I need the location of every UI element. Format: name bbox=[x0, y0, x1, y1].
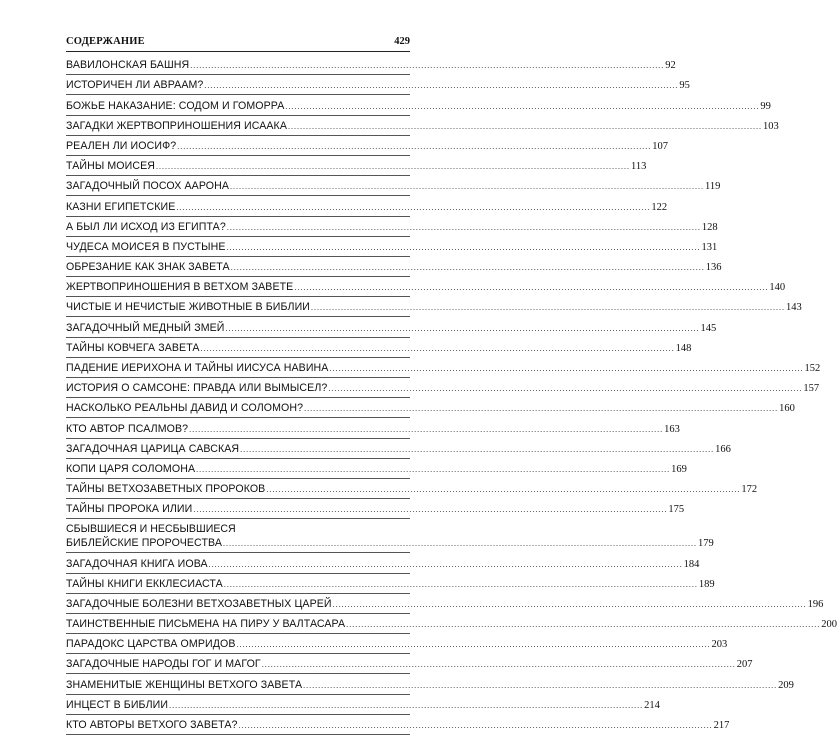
toc-entry-line bbox=[66, 658, 753, 671]
toc-entry-title: БОЖЬЕ НАКАЗАНИЕ: СОДОМ И ГОМОРРА bbox=[66, 99, 285, 112]
toc-entry-title: А БЫЛ ЛИ ИСХОД ИЗ ЕГИПТА? bbox=[66, 220, 226, 233]
toc-entry-page: 107 bbox=[652, 140, 668, 152]
toc-entry-line bbox=[66, 180, 721, 193]
running-header-title: СОДЕРЖАНИЕ bbox=[66, 36, 145, 47]
toc-leader-dots: .............................................................................................................................................................. bbox=[196, 464, 671, 474]
toc-entry-page: 148 bbox=[675, 342, 692, 354]
toc-entry bbox=[66, 553, 700, 573]
toc-leader-dots: .............................................................................................................................................................. bbox=[294, 283, 769, 293]
toc-entry-line bbox=[66, 422, 680, 436]
toc-entry-line bbox=[66, 220, 718, 234]
toc-entry-line bbox=[66, 99, 771, 113]
toc-leader-dots: .............................................................................................................................................................. bbox=[329, 364, 804, 373]
toc-entry-line bbox=[66, 638, 728, 651]
toc-entry-line bbox=[66, 321, 717, 335]
toc-entry-page: 145 bbox=[700, 322, 717, 334]
toc-leader-dots: .............................................................................................................................................................. bbox=[346, 620, 821, 630]
toc-leader-dots: .............................................................................................................................................................. bbox=[223, 579, 698, 589]
toc-entry-line bbox=[66, 442, 731, 456]
toc-entry-line bbox=[66, 59, 676, 72]
toc-entry-title: БИБЛЕЙСКИЕ ПРОРОЧЕСТВА bbox=[66, 537, 222, 550]
toc-entry bbox=[66, 574, 715, 594]
toc-entry-page: 179 bbox=[698, 538, 714, 550]
toc-entry-page: 157 bbox=[803, 383, 820, 395]
toc-entry-line bbox=[66, 301, 802, 314]
toc-entry bbox=[66, 358, 821, 378]
toc-entry-page: 207 bbox=[736, 659, 753, 671]
toc-entry bbox=[66, 176, 721, 196]
toc-entry-line bbox=[66, 503, 685, 516]
toc-entry-page: 217 bbox=[713, 720, 730, 731]
toc-leader-dots: .............................................................................................................................................................. bbox=[238, 721, 713, 730]
toc-entry-page: 203 bbox=[711, 639, 728, 651]
running-header-page-number: 429 bbox=[394, 36, 410, 47]
toc-entry bbox=[66, 439, 731, 459]
toc-entry-title: ЗАГАДОЧНАЯ КНИГА ИОВА bbox=[66, 557, 208, 570]
toc-leader-dots: .............................................................................................................................................................. bbox=[226, 222, 701, 232]
toc-entry-page: 184 bbox=[683, 558, 700, 570]
toc-entry-page: 209 bbox=[778, 679, 794, 691]
toc-leader-dots: .............................................................................................................................................................. bbox=[230, 182, 705, 192]
toc-entry-line bbox=[66, 483, 758, 496]
toc-entry bbox=[66, 317, 717, 337]
toc-entry bbox=[66, 75, 690, 95]
toc-entry bbox=[66, 338, 692, 358]
toc-entry-line bbox=[66, 200, 668, 214]
toc-entry-line bbox=[66, 362, 821, 375]
toc-entry-title: ВАВИЛОНСКАЯ БАШНЯ bbox=[66, 59, 190, 72]
toc-leader-dots: .............................................................................................................................................................. bbox=[200, 343, 675, 353]
toc-entry-title: ТАЙНЫ МОИСЕЯ bbox=[66, 160, 156, 173]
toc-entry-line bbox=[66, 382, 820, 395]
toc-entry bbox=[66, 95, 771, 115]
toc-leader-dots: .............................................................................................................................................................. bbox=[266, 485, 741, 495]
toc-entry bbox=[66, 418, 680, 438]
toc-entry-line bbox=[66, 597, 824, 611]
toc-leader-dots: .............................................................................................................................................................. bbox=[311, 303, 786, 313]
toc-entry bbox=[66, 715, 730, 735]
toc-entry bbox=[66, 695, 660, 715]
toc-leader-dots: .............................................................................................................................................................. bbox=[223, 539, 697, 549]
toc-entry-title: ЗАГАДОЧНЫЙ МЕДНЫЙ ЗМЕЙ bbox=[66, 321, 225, 334]
toc-entry-page: 140 bbox=[769, 282, 786, 294]
toc-leader-dots: .............................................................................................................................................................. bbox=[189, 424, 664, 434]
toc-entry-line bbox=[66, 618, 837, 631]
toc-entry-line bbox=[66, 119, 779, 133]
toc-entry-line bbox=[66, 139, 668, 153]
toc-entry bbox=[66, 217, 718, 237]
toc-entry bbox=[66, 614, 837, 634]
toc-entry-title: ЧИСТЫЕ И НЕЧИСТЫЕ ЖИВОТНЫЕ В БИБЛИИ bbox=[66, 301, 311, 314]
toc-entry-title: ПАДЕНИЕ ИЕРИХОНА И ТАЙНЫ ИИСУСА НАВИНА bbox=[66, 362, 329, 374]
toc-entry-page: 128 bbox=[701, 221, 718, 233]
toc-leader-dots: .............................................................................................................................................................. bbox=[190, 61, 665, 71]
toc-entry bbox=[66, 116, 779, 136]
toc-leader-dots: .............................................................................................................................................................. bbox=[288, 121, 762, 131]
toc-entry-title: ТАИНСТВЕННЫЕ ПИСЬМЕНА НА ПИРУ У ВАЛТАСАРА bbox=[66, 618, 346, 631]
toc-entry-line bbox=[66, 577, 715, 591]
toc-leader-dots: .............................................................................................................................................................. bbox=[156, 162, 631, 172]
toc-entry bbox=[66, 499, 685, 519]
toc-entry bbox=[66, 237, 718, 257]
toc-entry-line bbox=[66, 261, 722, 274]
toc-entry bbox=[66, 297, 802, 317]
toc-entry bbox=[66, 398, 795, 418]
toc-entry-title: КОПИ ЦАРЯ СОЛОМОНА bbox=[66, 462, 196, 475]
toc-entry-page: 119 bbox=[705, 181, 721, 193]
toc-entry bbox=[66, 674, 794, 694]
toc-entry bbox=[66, 257, 722, 277]
toc-entry-title: ТАЙНЫ КНИГИ ЕККЛЕСИАСТА bbox=[66, 577, 223, 590]
toc-entry-title: РЕАЛЕН ЛИ ИОСИФ? bbox=[66, 139, 177, 152]
toc-entry-title: ЖЕРТВОПРИНОШЕНИЯ В ВЕТХОМ ЗАВЕТЕ bbox=[66, 281, 294, 294]
toc-entry-page: 214 bbox=[644, 699, 660, 711]
toc-leader-dots: .............................................................................................................................................................. bbox=[177, 141, 652, 151]
toc-entry-title: ТАЙНЫ ПРОРОКА ИЛИИ bbox=[66, 503, 193, 516]
toc-entry-page: 152 bbox=[804, 363, 821, 374]
toc-entry-title: ЗНАМЕНИТЫЕ ЖЕНЩИНЫ ВЕТХОГО ЗАВЕТА bbox=[66, 678, 303, 691]
table-of-contents bbox=[66, 55, 837, 735]
toc-entry-title: ИСТОРИЧЕН ЛИ АВРААМ? bbox=[66, 79, 204, 92]
toc-entry bbox=[66, 479, 758, 499]
toc-entry bbox=[66, 156, 647, 176]
toc-entry-page: 113 bbox=[631, 161, 647, 173]
header-rule bbox=[66, 51, 410, 52]
toc-leader-dots: .............................................................................................................................................................. bbox=[236, 640, 711, 650]
toc-entry-page: 103 bbox=[763, 120, 779, 132]
toc-leader-dots: .............................................................................................................................................................. bbox=[169, 700, 644, 710]
toc-leader-dots: .............................................................................................................................................................. bbox=[176, 202, 651, 212]
toc-leader-dots: .............................................................................................................................................................. bbox=[193, 505, 668, 515]
toc-entry-page: 163 bbox=[664, 423, 680, 435]
toc-entry-title: НАСКОЛЬКО РЕАЛЬНЫ ДАВИД И СОЛОМОН? bbox=[66, 402, 304, 415]
toc-entry-line bbox=[66, 698, 660, 712]
toc-entry bbox=[66, 519, 714, 553]
toc-entry-title: ЗАГАДКИ ЖЕРТВОПРИНОШЕНИЯ ИСААКА bbox=[66, 119, 287, 132]
toc-entry-line bbox=[66, 462, 687, 476]
toc-entry-line bbox=[66, 341, 692, 355]
toc-entry-title: ТАЙНЫ ВЕТХОЗАВЕТНЫХ ПРОРОКОВ bbox=[66, 483, 266, 496]
toc-entry-line bbox=[66, 160, 647, 173]
toc-entry bbox=[66, 459, 687, 479]
toc-leader-dots: .............................................................................................................................................................. bbox=[208, 559, 683, 569]
toc-entry bbox=[66, 277, 786, 297]
toc-entry-line bbox=[66, 79, 690, 92]
toc-entry bbox=[66, 196, 668, 216]
toc-leader-dots: .............................................................................................................................................................. bbox=[225, 323, 700, 333]
toc-entry-title: КТО АВТОРЫ ВЕТХОГО ЗАВЕТА? bbox=[66, 719, 238, 731]
toc-entry-line bbox=[66, 240, 718, 254]
toc-entry-line bbox=[66, 678, 794, 692]
toc-entry-title-line1: СБЫВШИЕСЯ И НЕСБЫВШИЕСЯ bbox=[66, 523, 236, 536]
toc-entry-title: КТО АВТОР ПСАЛМОВ? bbox=[66, 422, 189, 435]
toc-entry bbox=[66, 594, 824, 614]
toc-entry-title: ИНЦЕСТ В БИБЛИИ bbox=[66, 698, 169, 711]
toc-entry-page: 166 bbox=[715, 443, 731, 455]
toc-entry-line bbox=[66, 557, 700, 571]
toc-entry bbox=[66, 634, 728, 654]
toc-entry-page: 200 bbox=[821, 619, 837, 631]
toc-entry-page: 122 bbox=[651, 201, 668, 213]
toc-entry-title: КАЗНИ ЕГИПЕТСКИЕ bbox=[66, 200, 176, 213]
toc-entry bbox=[66, 136, 668, 156]
toc-entry bbox=[66, 55, 676, 75]
toc-leader-dots: .............................................................................................................................................................. bbox=[261, 660, 736, 670]
toc-entry-title: ИСТОРИЯ О САМСОНЕ: ПРАВДА ИЛИ ВЫМЫСЕЛ? bbox=[66, 382, 328, 395]
toc-entry-page: 131 bbox=[701, 241, 718, 253]
page-header bbox=[66, 36, 410, 52]
toc-entry-title: ПАРАДОКС ЦАРСТВА ОМРИДОВ bbox=[66, 638, 236, 651]
toc-entry-line bbox=[66, 719, 730, 732]
toc-entry-page: 196 bbox=[807, 598, 824, 610]
toc-leader-dots: .............................................................................................................................................................. bbox=[304, 404, 779, 414]
toc-entry bbox=[66, 654, 753, 674]
toc-leader-dots: .............................................................................................................................................................. bbox=[230, 263, 705, 273]
toc-entry-title: ОБРЕЗАНИЕ КАК ЗНАК ЗАВЕТА bbox=[66, 261, 230, 274]
toc-entry-page: 175 bbox=[668, 504, 685, 516]
toc-entry-title: ЗАГАДОЧНАЯ ЦАРИЦА САВСКАЯ bbox=[66, 442, 240, 455]
toc-leader-dots: .............................................................................................................................................................. bbox=[303, 680, 778, 690]
toc-entry-page: 136 bbox=[705, 262, 722, 274]
toc-entry-title: ЗАГАДОЧНЫЕ НАРОДЫ ГОГ И МАГОГ bbox=[66, 658, 261, 671]
toc-entry-page: 92 bbox=[665, 60, 676, 72]
toc-entry-title: ЗАГАДОЧНЫЙ ПОСОХ ААРОНА bbox=[66, 180, 230, 193]
toc-entry-title: ЧУДЕСА МОИСЕЯ В ПУСТЫНЕ bbox=[66, 240, 226, 253]
toc-entry-page: 169 bbox=[671, 463, 687, 475]
toc-leader-dots: .............................................................................................................................................................. bbox=[226, 242, 701, 252]
toc-entry-line bbox=[66, 537, 714, 550]
toc-leader-dots: .............................................................................................................................................................. bbox=[332, 599, 807, 609]
toc-entry-page: 95 bbox=[679, 80, 690, 92]
toc-leader-dots: .............................................................................................................................................................. bbox=[204, 81, 679, 91]
toc-entry bbox=[66, 378, 820, 398]
toc-entry-page: 172 bbox=[741, 484, 758, 496]
toc-entry-page: 143 bbox=[786, 302, 802, 314]
toc-leader-dots: .............................................................................................................................................................. bbox=[285, 101, 760, 111]
toc-leader-dots: .............................................................................................................................................................. bbox=[240, 444, 715, 454]
toc-entry-line bbox=[66, 402, 795, 415]
toc-entry-page: 99 bbox=[760, 100, 771, 112]
toc-entry-line bbox=[66, 281, 786, 294]
toc-entry-page: 160 bbox=[779, 403, 795, 415]
toc-entry-page: 189 bbox=[698, 578, 715, 590]
toc-leader-dots: .............................................................................................................................................................. bbox=[328, 384, 803, 394]
toc-entry-title: ЗАГАДОЧНЫЕ БОЛЕЗНИ ВЕТХОЗАВЕТНЫХ ЦАРЕЙ bbox=[66, 597, 332, 610]
toc-entry-title: ТАЙНЫ КОВЧЕГА ЗАВЕТА bbox=[66, 341, 200, 354]
